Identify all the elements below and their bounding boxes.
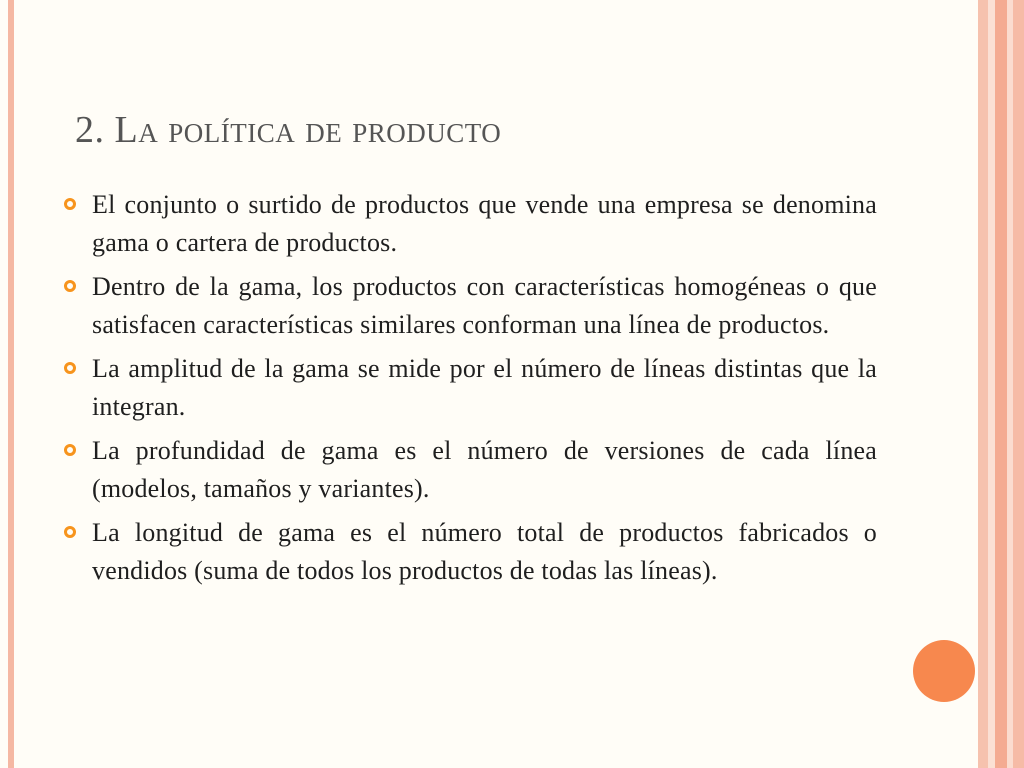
bullet-item	[64, 514, 877, 590]
bullet-text: La profundidad de gama es el número de versiones de cada línea (modelos, tamaños y variantes).	[92, 436, 877, 503]
circle-bullet-icon	[64, 198, 76, 210]
bullet-item	[64, 432, 877, 508]
bullet-text: La amplitud de la gama se mide por el número de líneas distintas que la integran.	[92, 354, 877, 421]
left-border-stripe	[8, 0, 14, 768]
circle-bullet-icon	[64, 526, 76, 538]
right-border-stripe	[988, 0, 995, 768]
right-border-stripe	[995, 0, 1007, 768]
circle-bullet-icon	[64, 362, 76, 374]
bullet-text: La longitud de gama es el número total de productos fabricados o vendidos (suma de todos los productos de todas las líneas).	[92, 518, 877, 585]
right-border-stripe	[1013, 0, 1024, 768]
decorative-orange-circle	[913, 640, 975, 702]
bullet-list	[64, 186, 877, 596]
slide-title: 2. La política de producto	[75, 109, 502, 151]
bullet-item	[64, 268, 877, 344]
bullet-text: El conjunto o surtido de productos que vende una empresa se denomina gama o cartera de productos.	[92, 190, 877, 257]
bullet-item	[64, 350, 877, 426]
right-border-stripe	[978, 0, 988, 768]
bullet-item	[64, 186, 877, 262]
circle-bullet-icon	[64, 444, 76, 456]
circle-bullet-icon	[64, 280, 76, 292]
bullet-text: Dentro de la gama, los productos con características homogéneas o que satisfacen características similares conforman una línea de productos.	[92, 272, 877, 339]
